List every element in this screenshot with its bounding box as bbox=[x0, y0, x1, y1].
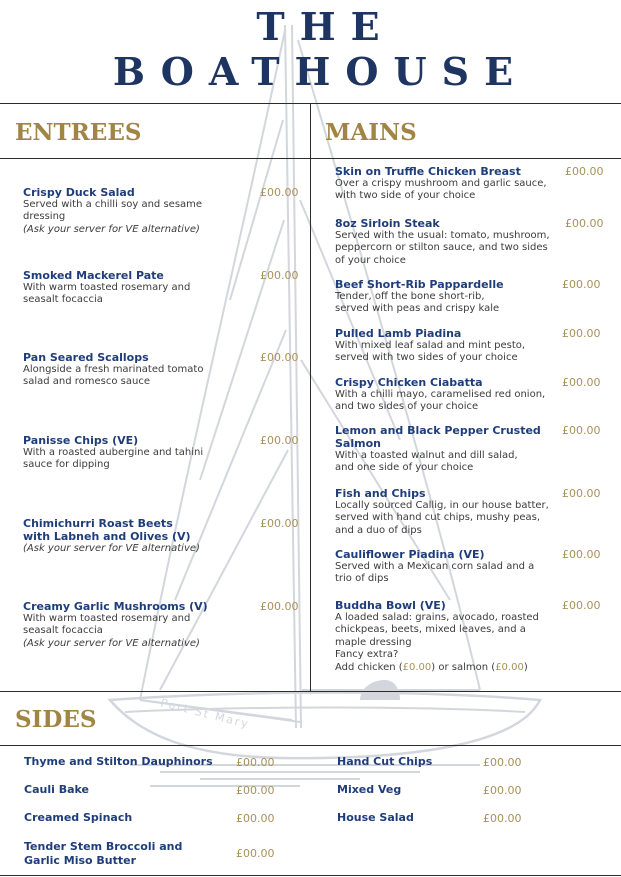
entree-item bbox=[23, 351, 223, 389]
side-name: Cauli Bake bbox=[24, 783, 89, 796]
main-name: Buddha Bowl (VE) bbox=[335, 599, 446, 612]
main-extra-heading: Fancy extra? bbox=[335, 649, 399, 661]
side-price: £00.00 bbox=[236, 847, 275, 860]
main-name: Lemon and Black Pepper Crusted Salmon bbox=[335, 424, 541, 450]
entree-desc: Alongside a fresh marinated tomato salad and romesco sauce bbox=[23, 364, 204, 388]
divider-bottom bbox=[0, 875, 621, 876]
entree-note: (Ask your server for VE alternative) bbox=[23, 543, 200, 554]
main-item bbox=[335, 376, 555, 414]
entree-name: Crispy Duck Salad bbox=[23, 186, 135, 199]
main-item bbox=[335, 217, 557, 267]
entree-item bbox=[23, 269, 213, 307]
entrees-heading: ENTREES bbox=[15, 119, 142, 146]
entree-note: (Ask your server for VE alternative) bbox=[23, 223, 200, 235]
main-desc: With mixed leaf salad and mint pesto, served with two sides of your choice bbox=[335, 340, 526, 364]
entree-name: Chimichurri Roast Beets with Labneh and Olives (V) bbox=[23, 517, 191, 543]
entree-item bbox=[23, 517, 203, 555]
side-name: Tender Stem Broccoli and Garlic Miso Butter bbox=[24, 840, 183, 867]
divider-sides-header bbox=[0, 745, 621, 746]
main-name: Cauliflower Piadina (VE) bbox=[335, 548, 485, 561]
main-item bbox=[335, 487, 553, 537]
side-name: Creamed Spinach bbox=[24, 811, 133, 824]
main-price: £00.00 bbox=[562, 548, 601, 561]
entree-item bbox=[23, 186, 243, 236]
entree-price: £00.00 bbox=[260, 434, 299, 447]
divider-sides-top bbox=[0, 691, 621, 692]
extra-suffix: ) bbox=[523, 661, 528, 673]
mains-heading: MAINS bbox=[325, 119, 417, 146]
extra-salmon-price: £0.00 bbox=[495, 661, 524, 673]
main-desc: With a chilli mayo, caramelised red onion, and two sides of your choice bbox=[335, 389, 546, 413]
main-item bbox=[335, 327, 535, 365]
entree-desc: With warm toasted rosemary and seasalt focaccia bbox=[23, 613, 191, 637]
extra-prefix: Add chicken ( bbox=[335, 661, 403, 673]
side-price: £00.00 bbox=[483, 756, 522, 769]
side-name: Mixed Veg bbox=[337, 783, 402, 796]
main-item bbox=[335, 424, 550, 475]
side-price: £00.00 bbox=[483, 784, 522, 797]
main-item bbox=[335, 165, 555, 203]
main-price: £00.00 bbox=[562, 599, 601, 612]
main-name: Beef Short-Rib Pappardelle bbox=[335, 278, 504, 291]
main-name: Crispy Chicken Ciabatta bbox=[335, 376, 483, 389]
entree-name: Panisse Chips (VE) bbox=[23, 434, 139, 447]
divider-vertical bbox=[310, 103, 311, 691]
main-name: Fish and Chips bbox=[335, 487, 426, 500]
main-desc: Served with the usual: tomato, mushroom, peppercorn or stilton sauce, and two sides of your choice bbox=[335, 230, 550, 266]
entree-price: £00.00 bbox=[260, 186, 299, 199]
main-desc: Over a crispy mushroom and garlic sauce, with two side of your choice bbox=[335, 178, 547, 202]
main-desc: Tender, off the bone short-rib, served with peas and crispy kale bbox=[335, 291, 500, 315]
entree-price: £00.00 bbox=[260, 600, 299, 613]
sides-heading: SIDES bbox=[15, 706, 97, 733]
main-price: £00.00 bbox=[565, 165, 604, 178]
extra-middle: ) or salmon ( bbox=[431, 661, 496, 673]
main-price: £00.00 bbox=[562, 327, 601, 340]
main-desc: A loaded salad: grains, avocado, roasted chickpeas, beets, mixed leaves, and a maple dressing bbox=[335, 612, 539, 648]
main-name: Skin on Truffle Chicken Breast bbox=[335, 165, 521, 178]
main-desc: Served with a Mexican corn salad and a trio of dips bbox=[335, 561, 535, 585]
main-price: £00.00 bbox=[562, 278, 601, 291]
main-price: £00.00 bbox=[562, 424, 601, 437]
side-name: House Salad bbox=[337, 811, 414, 824]
entree-note: (Ask your server for VE alternative) bbox=[23, 637, 200, 649]
main-name: Pulled Lamb Piadina bbox=[335, 327, 462, 340]
entree-desc: Served with a chilli soy and sesame dressing bbox=[23, 199, 203, 223]
entree-item bbox=[23, 434, 223, 472]
side-price: £00.00 bbox=[483, 812, 522, 825]
side-price: £00.00 bbox=[236, 812, 275, 825]
restaurant-title-line2: BOATHOUSE bbox=[112, 49, 529, 94]
entree-desc: With warm toasted rosemary and seasalt focaccia bbox=[23, 282, 191, 306]
side-price: £00.00 bbox=[236, 756, 275, 769]
side-name: Thyme and Stilton Dauphinors bbox=[24, 755, 213, 768]
main-desc: Locally sourced Callig, in our house batter, served with hand cut chips, mushy peas, and a duo of dips bbox=[335, 500, 549, 536]
entree-price: £00.00 bbox=[260, 269, 299, 282]
main-price: £00.00 bbox=[562, 487, 601, 500]
main-price: £00.00 bbox=[565, 217, 604, 230]
entree-desc: With a roasted aubergine and tahini sauce for dipping bbox=[23, 447, 204, 471]
entree-item bbox=[23, 600, 243, 650]
main-item bbox=[335, 599, 555, 674]
main-desc: With a toasted walnut and dill salad, and one side of your choice bbox=[335, 450, 518, 474]
extra-chicken-price: £0.00 bbox=[402, 661, 432, 673]
entree-price: £00.00 bbox=[260, 517, 299, 530]
main-price: £00.00 bbox=[562, 376, 601, 389]
side-price: £00.00 bbox=[236, 784, 275, 797]
entree-name: Pan Seared Scallops bbox=[23, 351, 149, 364]
main-name: 8oz Sirloin Steak bbox=[335, 217, 440, 230]
main-extra-options bbox=[335, 662, 555, 674]
entree-name: Creamy Garlic Mushrooms (V) bbox=[23, 600, 208, 613]
restaurant-title-line1: THE bbox=[256, 4, 395, 49]
side-name: Hand Cut Chips bbox=[337, 755, 433, 768]
entree-price: £00.00 bbox=[260, 351, 299, 364]
main-item bbox=[335, 278, 535, 316]
main-item bbox=[335, 548, 550, 586]
watermark-text: Port St Mary bbox=[159, 696, 252, 732]
entree-name: Smoked Mackerel Pate bbox=[23, 269, 164, 282]
